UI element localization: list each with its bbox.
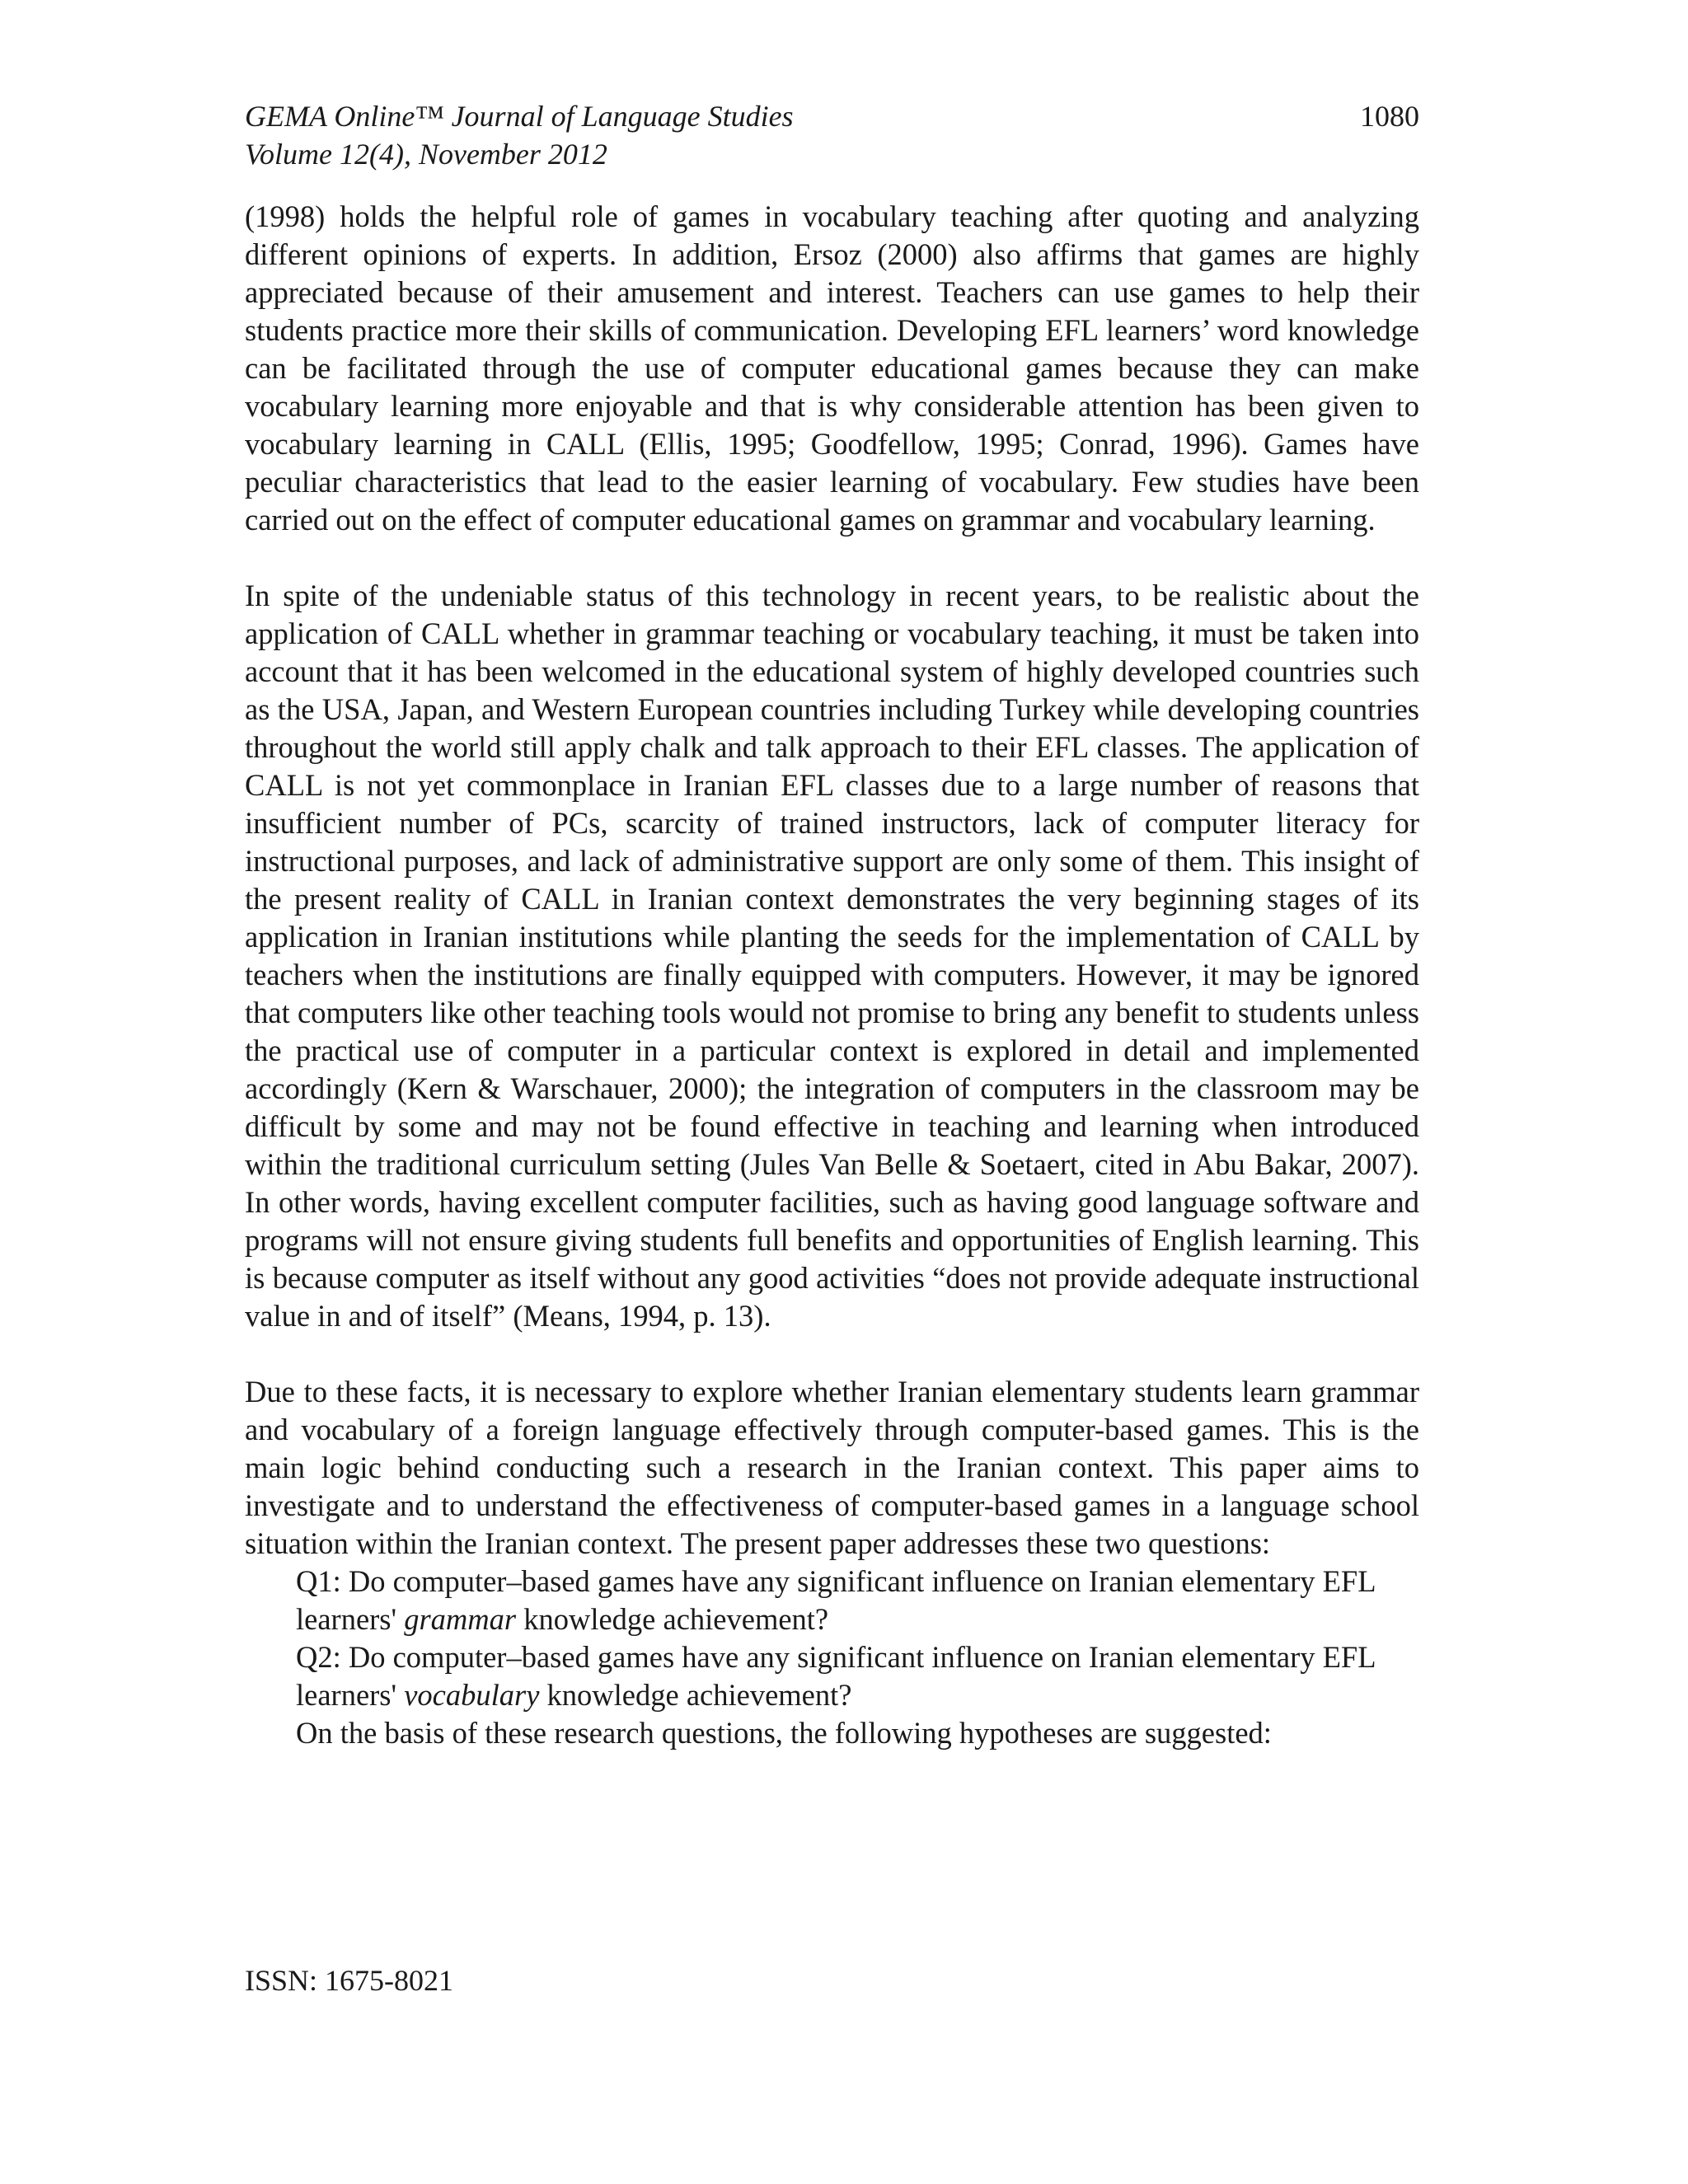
question-text-end: knowledge achievement? — [539, 1678, 852, 1712]
volume-issue: Volume 12(4), November 2012 — [245, 138, 607, 171]
question-text: Q2: Do computer–based games have any significant influence on Iranian elementary EFL learners' — [296, 1640, 1376, 1712]
running-header — [245, 97, 1419, 173]
page-footer — [245, 1961, 453, 1999]
hypotheses-lead-in: On the basis of these research questions, the following hypotheses are suggested: — [296, 1716, 1272, 1750]
paragraph-research-aim: Due to these facts, it is necessary to explore whether Iranian elementary students learn grammar and vocabulary of a foreign language effectively through computer-based games. This is the main logic behind conducting such a research in the Iranian context. This paper aims to investigate and to understand the effectiveness of computer-based games in a language school situation within the Iranian context. The present paper addresses these two questions: — [245, 1375, 1419, 1560]
paragraph-games-vocabulary: (1998) holds the helpful role of games in vocabulary teaching after quoting and analyzing different opinions of experts. In addition, Ersoz (2000) also affirms that games are highly appreciated because of their amusement and interest. Teachers can use games to help their students practice more their skills of communication. Developing EFL learners’ word knowledge can be facilitated through the use of computer educational games because they can make vocabulary learning more enjoyable and that is why considerable attention has been given to vocabulary learning in CALL (Ellis, 1995; Goodfellow, 1995; Conrad, 1996). Games have peculiar characteristics that lead to the easier learning of vocabulary. Few studies have been carried out on the effect of computer educational games on grammar and vocabulary learning. — [245, 199, 1419, 537]
question-text-end: knowledge achievement? — [516, 1602, 829, 1636]
issn: ISSN: 1675-8021 — [245, 1964, 454, 1997]
research-question-2 — [296, 1638, 1419, 1714]
paragraph-call-status: In spite of the undeniable status of this technology in recent years, to be realistic about the application of CALL whether in grammar teaching or vocabulary teaching, it must be taken into account that it has been welcomed in the educational system of highly developed countries such as the USA, Japan, and Western European countries including Turkey while developing countries throughout the world still apply chalk and talk approach to their EFL classes. The application of CALL is not yet commonplace in Iranian EFL classes due to a large number of reasons that insufficient number of PCs, scarcity of trained instructors, lack of computer literacy for instructional purposes, and lack of administrative support are only some of them. This insight of the present reality of CALL in Iranian context demonstrates the very beginning stages of its application in Iranian institutions while planting the seeds for the implementation of CALL by teachers when the institutions are finally equipped with computers. However, it may be ignored that computers like other teaching tools would not promise to bring any benefit to students unless the practical use of computer in a particular context is explored in detail and implemented accordingly (Kern & Warschauer, 2000); the integration of computers in the classroom may be difficult by some and may not be found effective in teaching and learning when introduced within the traditional curriculum setting (Jules Van Belle & Soetaert, cited in Abu Bakar, 2007). In other words, having excellent computer facilities, such as having good language software and programs will not ensure giving students full benefits and opportunities of English learning. This is because computer as itself without any good activities “does not provide adequate instructional value in and of itself” (Means, 1994, p. 13). — [245, 579, 1419, 1333]
research-question-1 — [296, 1563, 1419, 1638]
question-text: Q1: Do computer–based games have any significant influence on Iranian elementary EFL learners' — [296, 1564, 1376, 1636]
journal-title: GEMA Online™ Journal of Language Studies — [245, 100, 794, 133]
question-emphasis: grammar — [404, 1602, 517, 1636]
question-emphasis: vocabulary — [404, 1678, 540, 1712]
body-text — [245, 198, 1419, 1752]
page-number: 1080 — [1360, 100, 1419, 133]
research-questions — [245, 1563, 1419, 1714]
